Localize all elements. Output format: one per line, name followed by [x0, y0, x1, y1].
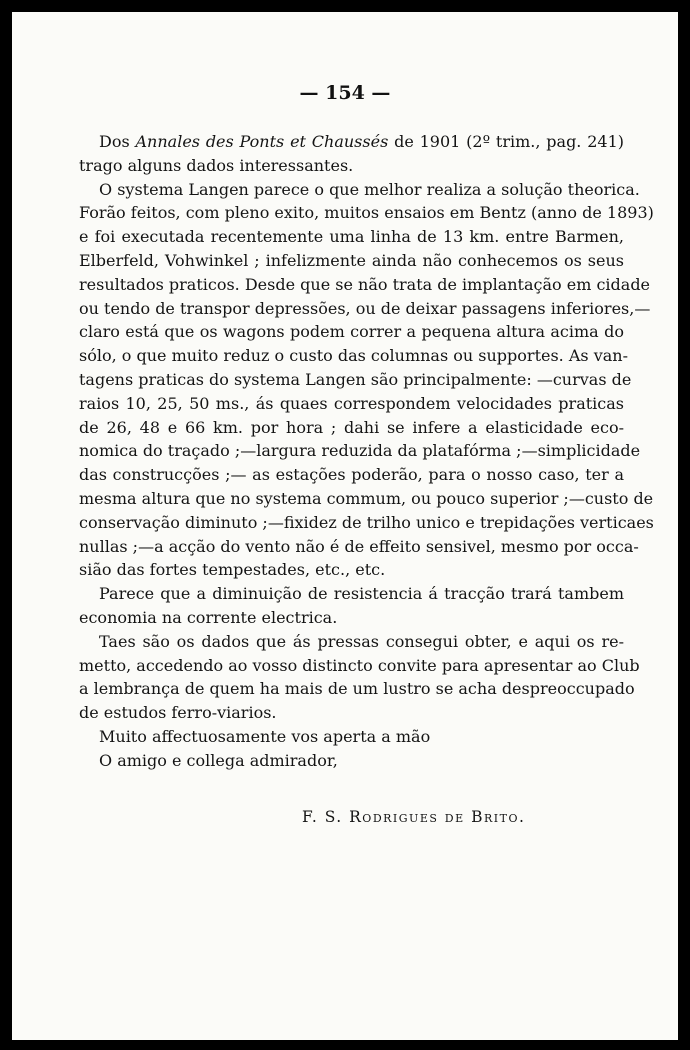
- text-line: sólo, o que muito reduz o custo das columnas ou supportes. As van-: [79, 346, 628, 366]
- text-line: a lembrança de quem ha mais de um lustro se acha despreoccupado: [79, 679, 635, 699]
- text-line: ou tendo de transpor depressões, ou de deixar passagens inferiores,—: [79, 298, 651, 318]
- text-fragment: Dos: [99, 132, 136, 151]
- text-line: Muito affectuosamente vos aperta a mão: [99, 726, 431, 746]
- paragraph: [79, 582, 624, 630]
- text-line: nullas ;—a acção do vento não é de effeito sensivel, mesmo por occa-: [79, 536, 639, 556]
- text-line: e foi executada recentemente uma linha de 13 km. entre Barmen,: [79, 227, 624, 247]
- text-line: sião das fortes tempestades, etc., etc.: [79, 560, 386, 580]
- signature: [302, 808, 525, 826]
- document-page: [12, 12, 678, 1040]
- text-line: conservação diminuto ;—fixidez de trilho unico e trepidações verticaes: [79, 512, 654, 532]
- text-line: Forão feitos, com pleno exito, muitos ensaios em Bentz (anno de 1893): [79, 203, 654, 223]
- text-line: Taes são os dados que ás pressas consegui obter, e aqui os re-: [99, 631, 624, 651]
- journal-title: Annales des Ponts et Chaussés: [135, 132, 389, 151]
- page-number: — 154 —: [299, 82, 391, 104]
- text-fragment: de 1901 (2º trim., pag. 241): [388, 132, 624, 151]
- signature-initials: F. S.: [302, 808, 350, 826]
- text-line: de 26, 48 e 66 km. por hora ; dahi se infere a elasticidade eco-: [79, 417, 624, 437]
- text-line: O systema Langen parece o que melhor realiza a solução theorica.: [99, 179, 640, 199]
- text-line: metto, accedendo ao vosso distincto convite para apresentar ao Club: [79, 655, 640, 675]
- text-line: trago alguns dados interessantes.: [79, 155, 354, 175]
- text-line: O amigo e collega admirador,: [99, 750, 338, 770]
- paragraph: [79, 130, 624, 178]
- paragraph: [79, 725, 624, 749]
- letter-body: [79, 130, 654, 773]
- text-line: Elberfeld, Vohwinkel ; infelizmente ainda não conhecemos os seus: [79, 250, 624, 270]
- signature-surname: Rodrigues de Brito.: [349, 808, 526, 826]
- text-line: mesma altura que no systema commum, ou pouco superior ;—custo de: [79, 488, 654, 508]
- text-line: [79, 130, 624, 154]
- text-line: claro está que os wagons podem correr a pequena altura acima do: [79, 322, 624, 342]
- text-line: das construcções ;— as estações poderão, para o nosso caso, ter a: [79, 465, 624, 485]
- text-line: tagens praticas do systema Langen são principalmente: —curvas de: [79, 369, 632, 389]
- paragraph: [79, 749, 624, 773]
- text-line: economia na corrente electrica.: [79, 607, 338, 627]
- paragraph: [79, 178, 654, 583]
- text-line: raios 10, 25, 50 ms., ás quaes correspondem velocidades praticas: [79, 393, 624, 413]
- text-line: nomica do traçado ;—largura reduzida da platafórma ;—simplicidade: [79, 441, 641, 461]
- paragraph: [79, 630, 640, 725]
- text-line: Parece que a diminuição de resistencia á tracção trará tambem: [99, 584, 624, 604]
- text-line: de estudos ferro-viarios.: [79, 703, 277, 723]
- text-line: resultados praticos. Desde que se não trata de implantação em cidade: [79, 274, 651, 294]
